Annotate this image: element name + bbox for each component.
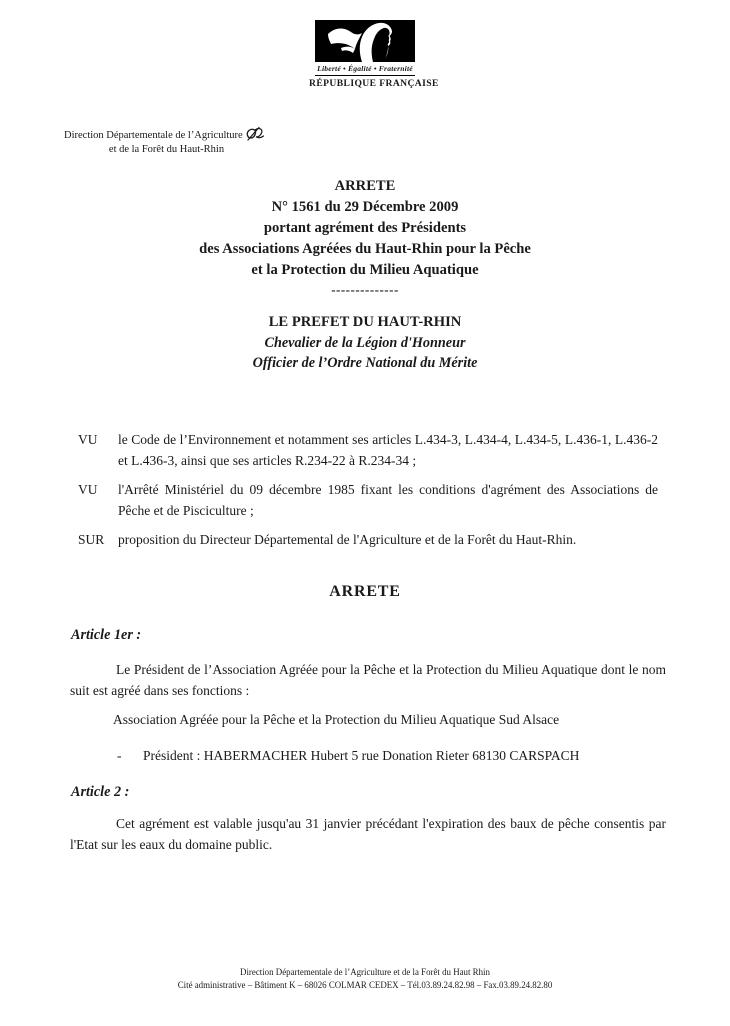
- recital-text: proposition du Directeur Départemental de l'Agriculture et de la Forêt du Haut-Rhin.: [118, 532, 577, 547]
- prefect-honor-2: Officier de l’Ordre National du Mérite: [252, 355, 478, 371]
- recital-vu-2: [78, 479, 658, 521]
- recital-text: l'Arrêté Ministériel du 09 décembre 1985 fixant les conditions d'agrément des Associations de Pêche et de Pisciculture ;: [118, 482, 658, 518]
- recital-sur: [78, 529, 658, 550]
- footer-line-2: Cité administrative – Bâtiment K – 68026 COLMAR CEDEX – Tél.03.89.24.82.98 – Fax.03.89.24.82.80: [177, 979, 553, 990]
- logo-motto: Liberté • Égalité • Fraternité: [315, 64, 415, 76]
- handwritten-initials-icon: [245, 126, 265, 141]
- recital-text: le Code de l’Environnement et notamment ses articles L.434-3, L.434-4, L.434-5, L.436-1, L.436-2 et L.436-3, ainsi que ses articles R.234-22 à R.234-34 ;: [118, 432, 658, 468]
- recital-label: VU: [78, 482, 98, 497]
- decree-title-line-1: ARRETE: [334, 178, 396, 194]
- decree-title-line-5: et la Protection du Milieu Aquatique: [251, 262, 479, 278]
- decree-title: [0, 176, 730, 281]
- letterhead-line1-text: Direction Départementale de l’Agriculture: [64, 130, 243, 141]
- letterhead-line-1: [64, 126, 324, 143]
- decree-title-line-3: portant agrément des Présidents: [263, 220, 467, 236]
- republique-francaise-logo: [309, 20, 439, 89]
- recitals: [78, 429, 658, 558]
- president-name: Président : HABERMACHER Hubert 5 rue Donation Rieter 68130 CARSPACH: [143, 748, 580, 763]
- association-name: Association Agréée pour la Pêche et la Protection du Milieu Aquatique Sud Alsace: [113, 712, 560, 727]
- marianne-logo-icon: [315, 20, 415, 62]
- decree-title-line-2: N° 1561 du 29 Décembre 2009: [271, 199, 459, 215]
- article-1-paragraph: Le Président de l’Association Agréée pour la Pêche et la Protection du Milieu Aquatique dont le nom suit est agréé dans ses fonctions :: [70, 662, 666, 698]
- recital-label: VU: [78, 432, 98, 447]
- prefect-honor-1: Chevalier de la Légion d'Honneur: [264, 334, 466, 351]
- letterhead-line-2: et de la Forêt du Haut-Rhin: [108, 143, 225, 155]
- footer-line-1: Direction Départementale de l’Agriculture et de la Forêt du Haut Rhin: [240, 967, 490, 977]
- recital-label: SUR: [78, 532, 105, 547]
- prefect-block: [0, 312, 730, 374]
- logo-republic-name: RÉPUBLIQUE FRANÇAISE: [309, 78, 439, 89]
- list-dash: -: [117, 748, 122, 763]
- president-line: [117, 748, 579, 764]
- article-1-heading: Article 1er :: [71, 627, 142, 643]
- decree-title-line-4: des Associations Agréées du Haut-Rhin pour la Pêche: [199, 241, 531, 257]
- prefect-title: LE PREFET DU HAUT-RHIN: [268, 314, 462, 330]
- article-2-paragraph: Cet agrément est valable jusqu'au 31 janvier précédant l'expiration des baux de pêche consentis par l'Etat sur les eaux du domaine public.: [70, 816, 666, 852]
- recital-vu-1: [78, 429, 658, 471]
- article-2-heading: Article 2 :: [71, 784, 130, 800]
- decree-heading: ARRETE: [329, 583, 401, 600]
- footer: [0, 966, 730, 991]
- dashed-separator: --------------: [331, 282, 399, 297]
- letterhead: [64, 126, 324, 156]
